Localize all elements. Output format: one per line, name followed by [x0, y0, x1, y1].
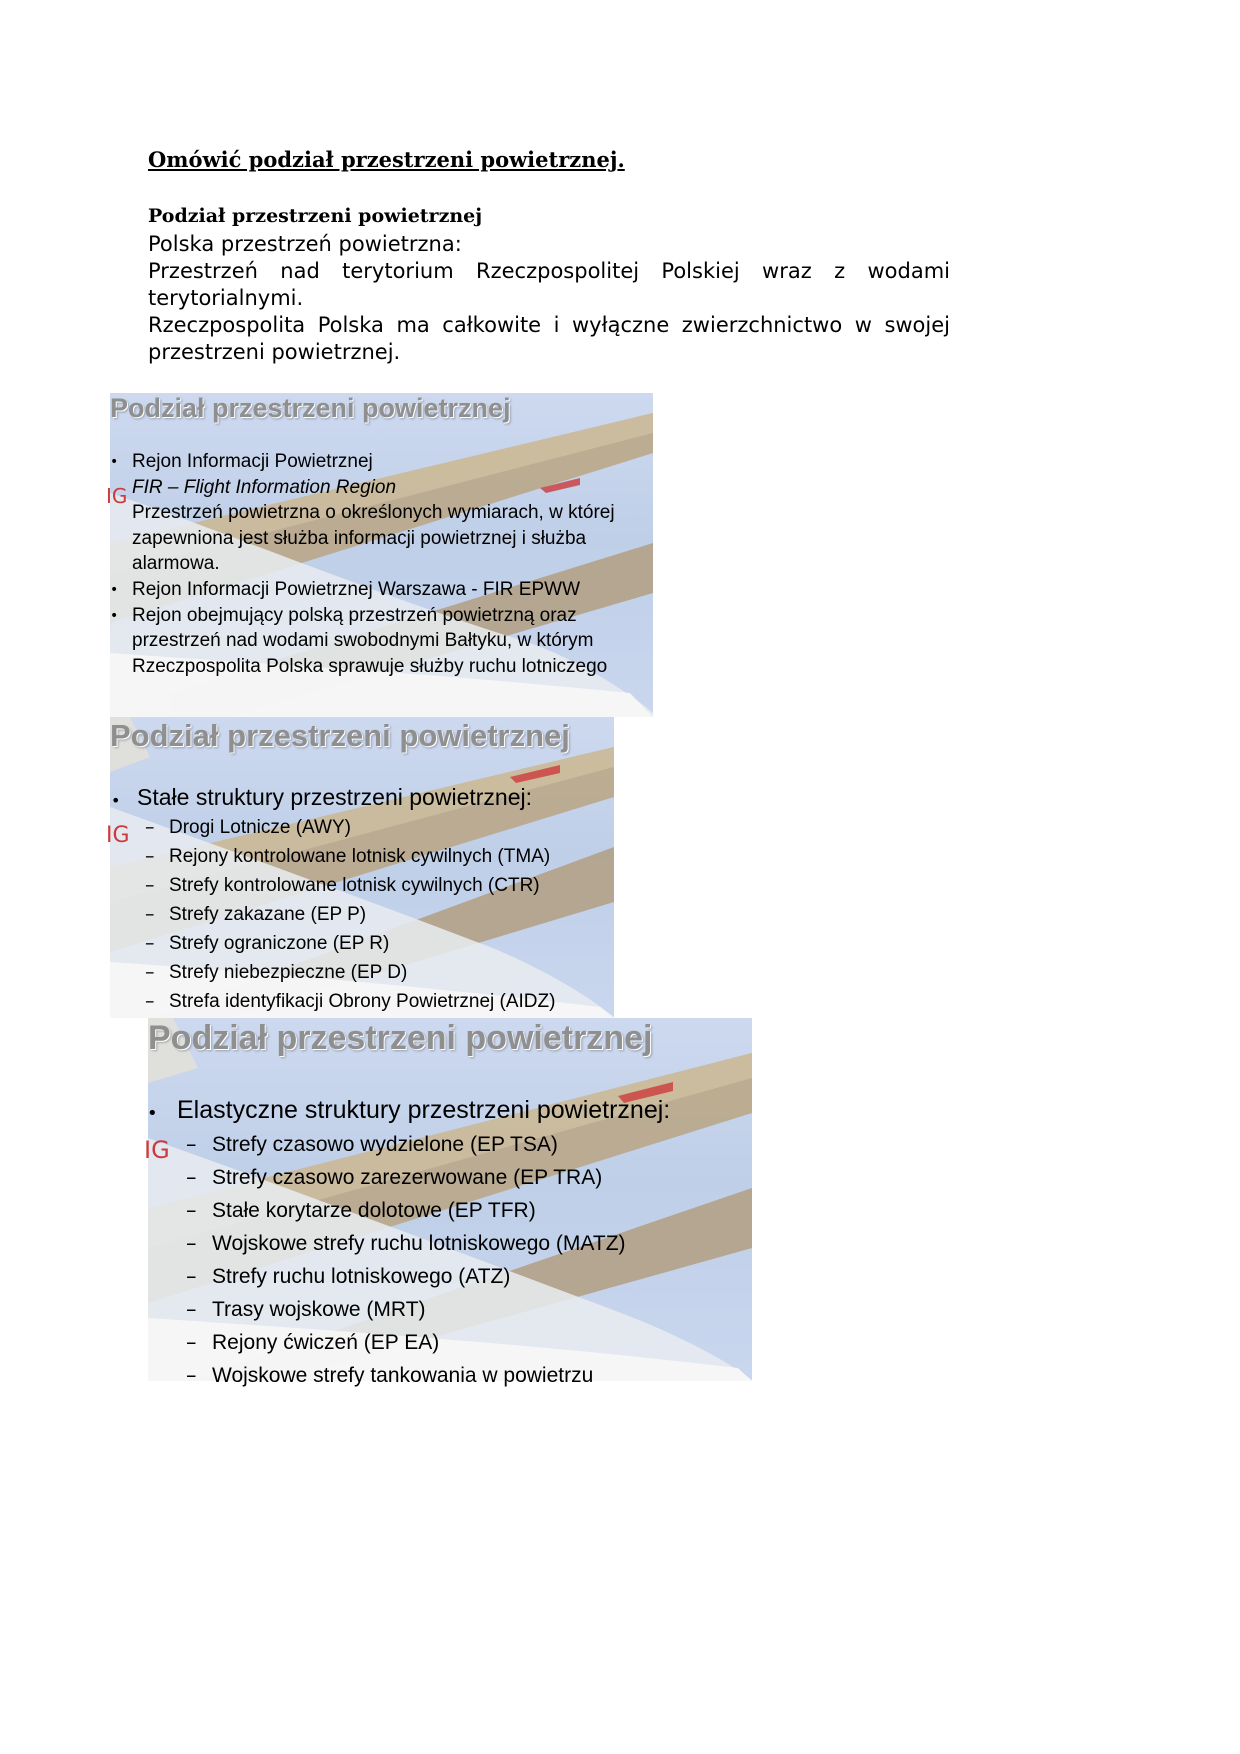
list-item: [186, 1128, 752, 1161]
glider-marking: IG: [106, 484, 128, 508]
slide-title: Podział przestrzeni powietrznej: [148, 1019, 653, 1057]
list-item-text: Drogi Lotnicze (AWY): [169, 817, 351, 838]
list-item: [186, 1161, 752, 1194]
dash: –: [186, 1132, 197, 1156]
list-item: [145, 929, 614, 958]
heading-dot: .: [617, 147, 625, 172]
list-heading: [111, 783, 617, 813]
slide-title: Podział przestrzeni powietrznej: [110, 718, 570, 753]
list-item-text: Rejon Informacji Powietrznej: [132, 451, 373, 472]
intro-line: Polska przestrzeń powietrzna:: [148, 232, 462, 256]
slide-title: Podział przestrzeni powietrznej: [110, 393, 511, 423]
dash: –: [186, 1231, 197, 1255]
list-item: [186, 1326, 752, 1359]
list-item: [186, 1194, 752, 1227]
glider-marking: IG: [144, 1136, 170, 1164]
list-item-text: Strefy czasowo zarezerwowane (EP TRA): [212, 1166, 603, 1189]
dash: –: [186, 1363, 197, 1387]
list-item-text: Strefy kontrolowane lotnisk cywilnych (CTR): [169, 875, 540, 896]
bullet: •: [147, 1103, 158, 1124]
dash: –: [145, 816, 155, 838]
list-item: [186, 1227, 752, 1260]
slide-bullet-list: [111, 783, 617, 813]
bullet: •: [110, 581, 119, 598]
intro-paragraph: Rzeczpospolita Polska ma całkowite i wyłączne zwierzchnictwo w swojej przestrzeni powietrznej.: [148, 313, 950, 364]
list-item-text: Trasy wojskowe (MRT): [212, 1298, 426, 1321]
dash: –: [186, 1264, 197, 1288]
list-item: [186, 1359, 752, 1392]
list-item: [110, 449, 652, 475]
glider-marking: IG: [106, 823, 130, 848]
dash: –: [145, 903, 155, 925]
dash: –: [186, 1330, 197, 1354]
list-heading-text: Stałe struktury przestrzeni powietrznej:: [137, 784, 532, 810]
list-item-text: Strefy ograniczone (EP R): [169, 933, 390, 954]
bullet: •: [110, 454, 119, 470]
list-item-text: Wojskowe strefy tankowania w powietrzu: [212, 1364, 594, 1387]
list-item-text: Wojskowe strefy ruchu lotniskowego (MATZ): [212, 1232, 626, 1255]
slide-image-fixed-structures: [106, 717, 614, 1018]
list-item: [145, 900, 614, 929]
dash: –: [145, 961, 155, 983]
section-subheading: Podział przestrzeni powietrznej: [148, 205, 483, 227]
list-item-text: Strefy zakazane (EP P): [169, 904, 367, 925]
dash: –: [145, 932, 155, 954]
slide-image-flexible-structures: [144, 1018, 752, 1387]
slide-sub-list: [145, 813, 614, 1016]
slide-bullet-list: [147, 1094, 757, 1126]
dash: –: [145, 845, 155, 867]
slide-bullet-list: [110, 449, 652, 679]
dash: –: [145, 874, 155, 896]
list-item: [186, 1293, 752, 1326]
list-item: [145, 987, 614, 1016]
list-item-text: Rejon obejmujący polską przestrzeń powietrzną oraz przestrzeń nad wodami swobodnymi Bałtyku, w którym Rzeczpospolita Polska sprawuje służby ruchu lotniczego: [132, 604, 608, 677]
list-item-text: Strefy niebezpieczne (EP D): [169, 962, 408, 983]
list-item: [145, 958, 614, 987]
list-item-text: Rejony kontrolowane lotnisk cywilnych (TMA): [169, 846, 551, 867]
list-item: [145, 842, 614, 871]
list-item: [145, 871, 614, 900]
list-item-text: Rejony ćwiczeń (EP EA): [212, 1331, 440, 1354]
dash: –: [145, 990, 155, 1012]
list-item-text: Przestrzeń powietrzna o określonych wymiarach, w której zapewniona jest służba informacji powietrznej i służba alarmowa.: [132, 502, 615, 575]
list-item-text: Stałe korytarze dolotowe (EP TFR): [212, 1199, 536, 1222]
intro-text: [148, 231, 950, 366]
list-item-text: Rejon Informacji Powietrznej Warszawa - FIR EPWW: [132, 578, 581, 600]
list-item-text: Strefy czasowo wydzielone (EP TSA): [212, 1133, 558, 1156]
list-item-text: Strefa identyfikacji Obrony Powietrznej (AIDZ): [169, 991, 556, 1012]
dash: –: [186, 1165, 197, 1189]
dash: –: [186, 1297, 197, 1321]
list-heading: [147, 1094, 757, 1126]
slide-image-fir: [106, 393, 653, 717]
dash: –: [186, 1198, 197, 1222]
page-heading: [148, 147, 625, 172]
list-item-text: FIR – Flight Information Region: [132, 476, 397, 498]
list-item: [110, 577, 652, 603]
list-heading-text: Elastyczne struktury przestrzeni powietrznej:: [177, 1096, 671, 1124]
list-item: [145, 813, 614, 842]
bullet: •: [110, 607, 119, 624]
list-item-text: Strefy ruchu lotniskowego (ATZ): [212, 1265, 511, 1288]
list-item: [186, 1260, 752, 1293]
bullet: •: [111, 791, 121, 810]
list-item: [132, 475, 652, 501]
list-item: [110, 603, 652, 680]
list-item: [132, 500, 652, 577]
intro-paragraph: Przestrzeń nad terytorium Rzeczpospolitej Polskiej wraz z wodami terytorialnymi.: [148, 259, 950, 310]
slide-sub-list: [186, 1128, 752, 1392]
heading-text: Omówić podział przestrzeni powietrznej: [148, 147, 618, 172]
